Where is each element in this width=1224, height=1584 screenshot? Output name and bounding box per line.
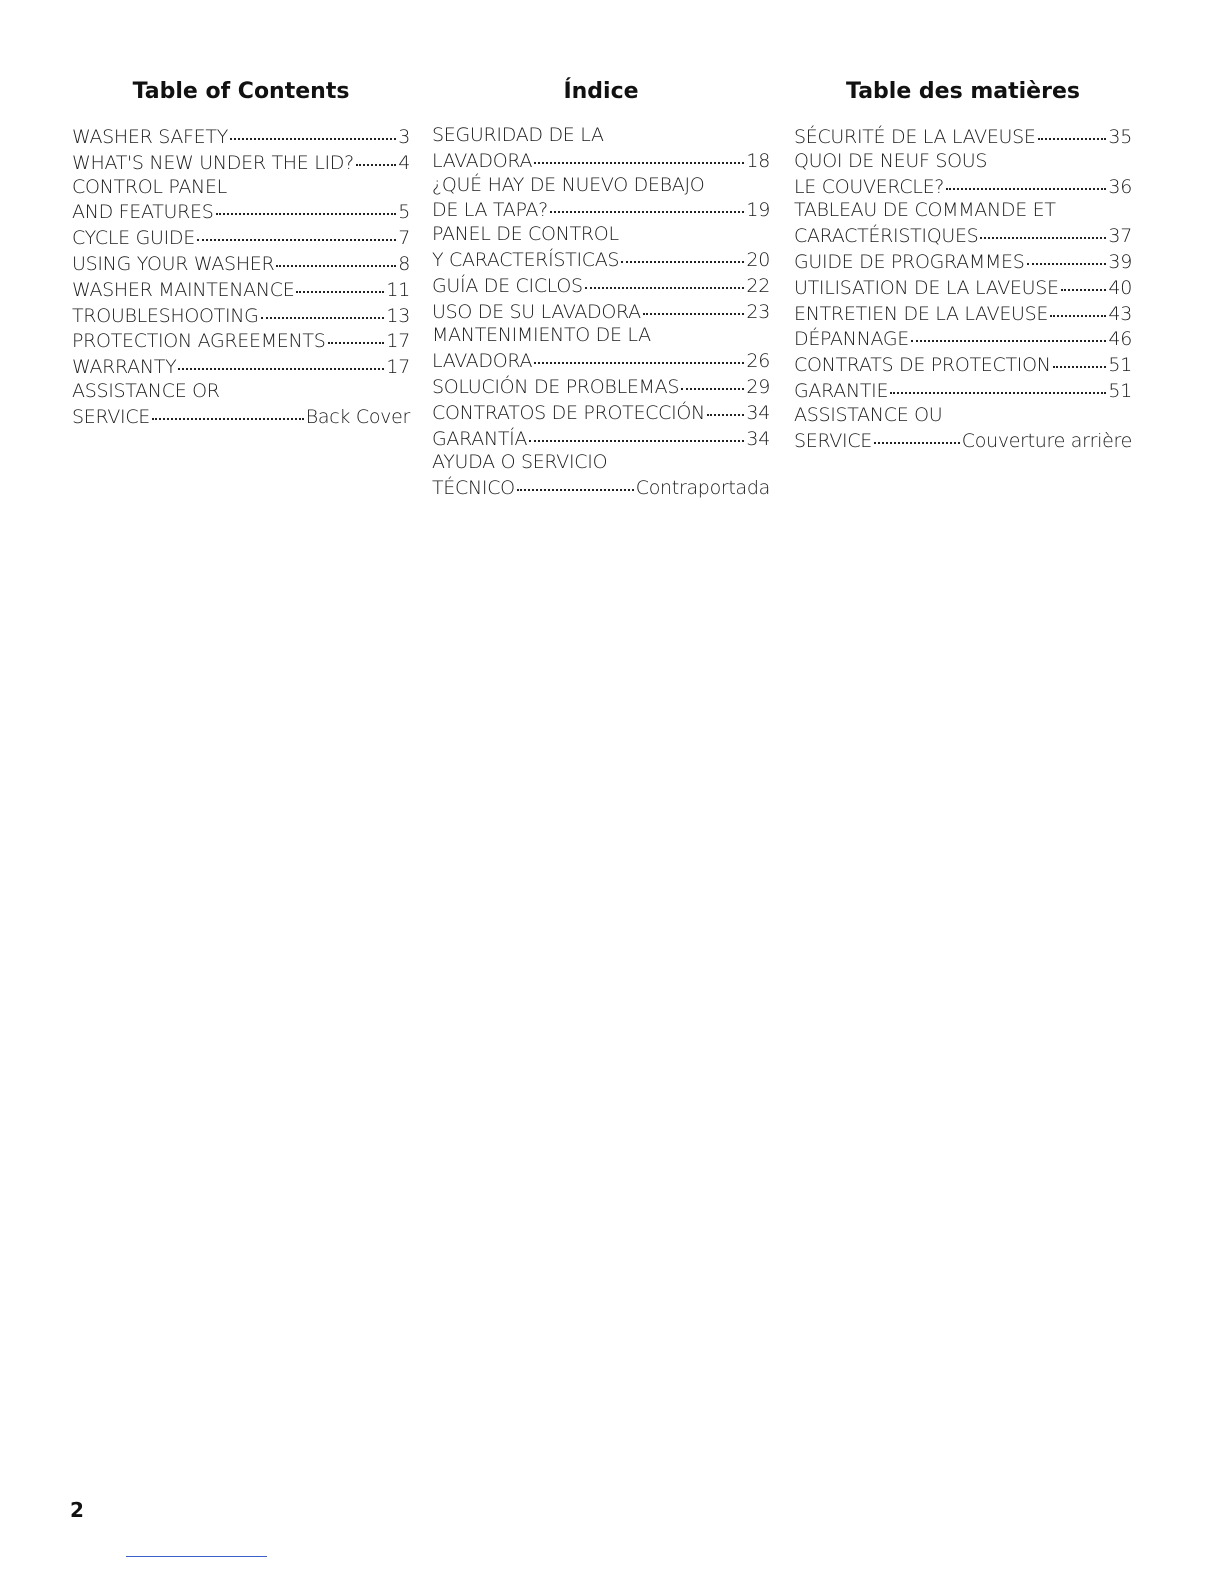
toc-entry <box>72 176 410 200</box>
dot-leader <box>874 428 960 447</box>
toc-entry <box>794 249 1132 275</box>
dot-leader <box>911 326 1106 345</box>
toc-entry <box>794 326 1132 352</box>
dot-leader <box>643 299 745 318</box>
toc-entry-label: WASHER SAFETY <box>72 126 228 148</box>
toc-entry <box>432 299 770 325</box>
toc-entry <box>432 374 770 400</box>
toc-entry-page: 37 <box>1108 225 1132 248</box>
toc-entry-page: 51 <box>1108 354 1132 377</box>
dot-leader <box>529 426 744 445</box>
toc-entry-page: 4 <box>398 151 410 174</box>
toc-entry-page: 3 <box>398 126 410 148</box>
toc-entry-label: USING YOUR WASHER <box>72 252 275 275</box>
toc-entry <box>794 428 1132 454</box>
toc-list-spanish <box>432 124 770 501</box>
toc-column-french <box>794 76 1132 453</box>
toc-entry-label: DE LA TAPA? <box>432 199 548 222</box>
toc-list-english <box>72 124 410 430</box>
toc-entry <box>794 150 1132 174</box>
toc-entry-label: SERVICE <box>72 405 151 428</box>
toc-entry-label: ¿QUÉ HAY DE NUEVO DEBAJO <box>432 173 705 196</box>
dot-leader <box>980 223 1106 242</box>
toc-entry-label: SEGURIDAD DE LA <box>432 124 604 146</box>
toc-entry <box>794 124 1132 150</box>
page-number: 2 <box>70 1498 84 1522</box>
toc-entry-page: 17 <box>386 330 410 353</box>
toc-entry <box>794 223 1132 249</box>
toc-entry-label: GARANTIE <box>794 379 889 402</box>
footer-rule <box>126 1556 267 1557</box>
toc-entry-page: 51 <box>1108 379 1132 402</box>
toc-column-spanish <box>432 76 770 501</box>
toc-entry <box>432 273 770 299</box>
dot-leader <box>261 303 385 322</box>
toc-entry-page: 35 <box>1108 126 1132 148</box>
toc-entry-label: ENTRETIEN DE LA LAVEUSE <box>794 302 1049 325</box>
toc-entry-label: AYUDA O SERVICIO <box>432 451 608 474</box>
toc-entry-label: SOLUCIÓN DE PROBLEMAS <box>432 375 680 398</box>
toc-entry-label: USO DE SU LAVADORA <box>432 300 641 323</box>
toc-entry <box>432 451 770 475</box>
toc-entry <box>432 247 770 273</box>
toc-entry <box>794 174 1132 200</box>
toc-entry-label: WASHER MAINTENANCE <box>72 278 295 301</box>
toc-entry <box>432 148 770 174</box>
toc-entry-page: Back Cover <box>305 405 410 428</box>
toc-entry-page: 23 <box>746 300 770 323</box>
dot-leader <box>197 225 396 244</box>
toc-entry <box>794 301 1132 327</box>
toc-entry-page: 11 <box>386 278 410 301</box>
toc-entry-label: LE COUVERCLE? <box>794 175 945 198</box>
toc-entry <box>794 352 1132 378</box>
toc-entry-label: LAVADORA <box>432 350 533 373</box>
dot-leader <box>356 150 396 169</box>
toc-entry <box>72 328 410 354</box>
toc-entry-page: 29 <box>746 375 770 398</box>
toc-entry-label: WHAT'S NEW UNDER THE LID? <box>72 151 354 174</box>
toc-entry-label: CONTRATS DE PROTECTION <box>794 354 1051 377</box>
toc-entry-label: PROTECTION AGREEMENTS <box>72 330 326 353</box>
toc-entry-page: 7 <box>398 227 410 250</box>
dot-leader <box>946 174 1106 193</box>
toc-entry-page: 20 <box>746 248 770 271</box>
dot-leader <box>621 247 744 266</box>
dot-leader <box>152 404 304 423</box>
dot-leader <box>707 400 744 419</box>
dot-leader <box>585 273 745 292</box>
toc-entry-label: GARANTÍA <box>432 427 528 450</box>
toc-entry-label: SERVICE <box>794 429 873 452</box>
toc-entry-label: ASSISTANCE OR <box>72 379 220 402</box>
toc-entry-label: AND FEATURES <box>72 201 214 224</box>
toc-entry-label: TROUBLESHOOTING <box>72 304 259 327</box>
toc-entry-page: 34 <box>746 427 770 450</box>
toc-entry <box>432 324 770 348</box>
dot-leader <box>550 197 745 216</box>
toc-entry-page: 46 <box>1108 328 1132 351</box>
dot-leader <box>1038 124 1107 143</box>
toc-entry-page: 5 <box>398 201 410 224</box>
dot-leader <box>1027 249 1107 268</box>
toc-entry <box>72 354 410 380</box>
dot-leader <box>296 277 384 296</box>
toc-entry <box>72 251 410 277</box>
toc-entry-label: MANTENIMIENTO DE LA <box>432 324 651 347</box>
toc-entry-page: Couverture arrière <box>961 429 1132 452</box>
dot-leader <box>276 251 396 270</box>
toc-entry-label: CYCLE GUIDE <box>72 227 195 250</box>
dot-leader <box>230 124 396 143</box>
toc-entry-page: 18 <box>746 149 770 172</box>
toc-entry-label: LAVADORA <box>432 149 533 172</box>
dot-leader <box>178 354 384 373</box>
toc-entry-label: Y CARACTERÍSTICAS <box>432 248 620 271</box>
toc-entry-page: 39 <box>1108 250 1132 273</box>
toc-entry-label: PANEL DE CONTROL <box>432 223 619 246</box>
toc-list-french <box>794 124 1132 453</box>
toc-entry-page: 36 <box>1108 175 1132 198</box>
toc-entry-label: TABLEAU DE COMMANDE ET <box>794 199 1056 222</box>
dot-leader <box>890 378 1106 397</box>
toc-entry <box>432 426 770 452</box>
toc-entry <box>432 223 770 247</box>
toc-heading-spanish: Índice <box>563 79 639 104</box>
toc-entry <box>432 197 770 223</box>
toc-entry-label: TÉCNICO <box>432 477 515 500</box>
toc-entry-page: 43 <box>1108 302 1132 325</box>
toc-entry-label: WARRANTY <box>72 356 177 379</box>
toc-entry-label: CARACTÉRISTIQUES <box>794 225 979 248</box>
toc-entry-label: SÉCURITÉ DE LA LAVEUSE <box>794 126 1036 148</box>
toc-entry <box>72 404 410 430</box>
toc-column-english <box>72 76 410 430</box>
toc-entry <box>794 378 1132 404</box>
toc-entry-label: GUIDE DE PROGRAMMES <box>794 250 1025 273</box>
toc-entry <box>72 303 410 329</box>
toc-entry-page: Contraportada <box>635 477 770 500</box>
toc-entry-page: 34 <box>746 401 770 424</box>
toc-entry <box>794 199 1132 223</box>
dot-leader <box>216 199 397 218</box>
dot-leader <box>1061 275 1107 294</box>
toc-entry-label: CONTRATOS DE PROTECCIÓN <box>432 401 705 424</box>
dot-leader <box>534 348 744 367</box>
toc-heading-english: Table of Contents <box>132 79 350 104</box>
toc-entry <box>72 124 410 150</box>
toc-entry <box>432 174 770 198</box>
toc-heading-french: Table des matières <box>846 79 1080 104</box>
toc-entry-page: 40 <box>1108 276 1132 299</box>
toc-entry-page: 26 <box>746 350 770 373</box>
dot-leader <box>534 148 744 167</box>
toc-entry <box>432 124 770 148</box>
toc-entry-page: 8 <box>398 252 410 275</box>
toc-entry-page: 13 <box>386 304 410 327</box>
toc-entry <box>72 199 410 225</box>
toc-entry <box>432 475 770 501</box>
toc-entry <box>432 348 770 374</box>
dot-leader <box>1053 352 1107 371</box>
toc-entry-label: ASSISTANCE OU <box>794 403 943 426</box>
toc-entry <box>432 400 770 426</box>
toc-entry-label: CONTROL PANEL <box>72 175 227 198</box>
toc-entry-label: DÉPANNAGE <box>794 328 909 351</box>
toc-entry-page: 19 <box>746 199 770 222</box>
toc-entry <box>794 404 1132 428</box>
dot-leader <box>1050 301 1106 320</box>
toc-entry-label: GUÍA DE CICLOS <box>432 274 583 297</box>
toc-entry-label: UTILISATION DE LA LAVEUSE <box>794 276 1059 299</box>
toc-entry <box>72 380 410 404</box>
toc-entry <box>72 277 410 303</box>
dot-leader <box>517 475 634 494</box>
dot-leader <box>681 374 744 393</box>
toc-entry <box>794 275 1132 301</box>
toc-entry-page: 17 <box>386 356 410 379</box>
dot-leader <box>328 328 385 347</box>
toc-entry <box>72 225 410 251</box>
toc-entry-label: QUOI DE NEUF SOUS <box>794 149 988 172</box>
toc-entry-page: 22 <box>746 274 770 297</box>
toc-entry <box>72 150 410 176</box>
